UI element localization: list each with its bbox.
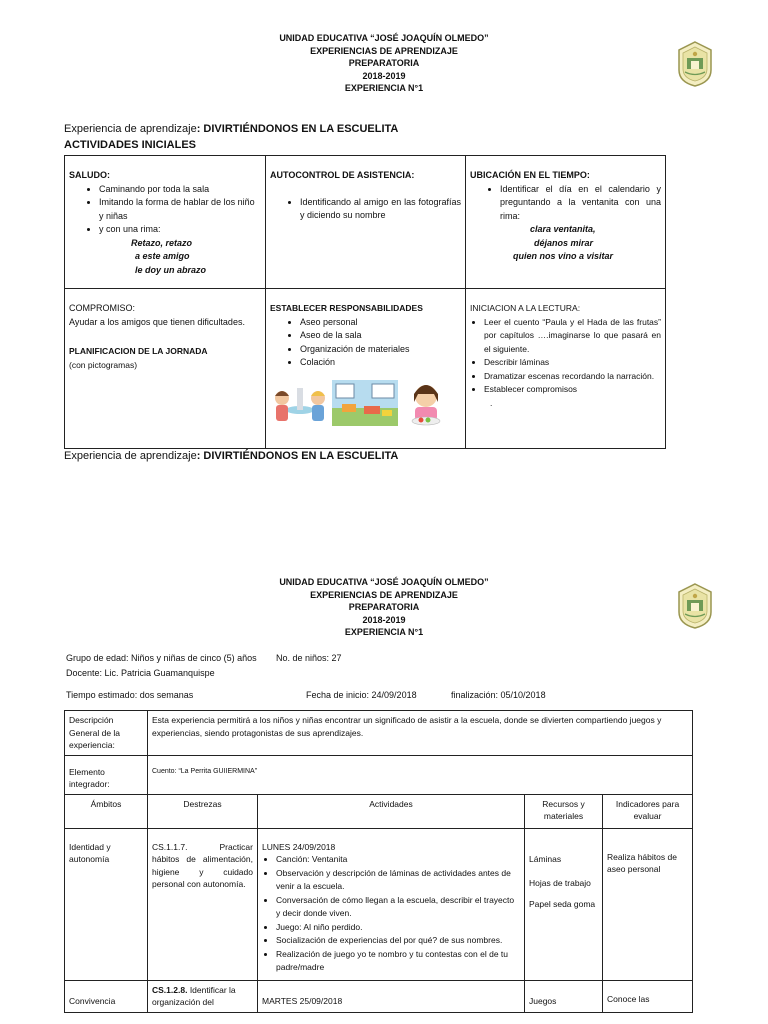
pictogram-strip [270,376,461,426]
school-seal-logo [674,582,716,630]
indicator-cell: Conoce las [603,980,693,1012]
list-item: • Imitando la forma de hablar de los niño y niñas [99,196,261,223]
age-group: Grupo de edad: Niños y niñas de cinco (5) años [66,653,257,663]
list-item: • Socialización de experiencias del por qué? de sus nombres. [276,934,520,948]
planificacion-title: PLANIFICACION DE LA JORNADA [69,346,208,356]
activities-grid [64,155,666,449]
rhyme-line: Retazo, retazo [131,237,193,248]
estimated-time: Tiempo estimado: dos semanas [66,690,194,700]
list-item: • y con una rima: [99,223,261,237]
list-item: • Aseo de la sala [300,329,461,343]
girl-eating-image [400,380,452,426]
trailing-dot: . [490,397,493,408]
list-item: • Juego: Al niño perdido. [276,921,520,935]
ambito-cell: Convivencia [65,980,148,1012]
start-date: Fecha de inicio: 24/09/2018 [306,690,417,700]
classroom-image [332,380,398,426]
autocontrol-list [270,196,461,223]
compromiso-title: COMPROMISO: [69,303,136,313]
level: PREPARATORIA [348,58,420,68]
level: PREPARATORIA [348,602,420,612]
list-item: • Canción: Ventanita [276,853,520,867]
destreza-cell [148,980,258,1012]
section-title-text: ACTIVIDADES INICIALES [64,139,197,151]
resource-item: Hojas de trabajo [529,878,591,888]
day-label: MARTES 25/09/2018 [258,980,525,1012]
activities-cell [258,828,525,980]
rhyme-line: déjanos mirar [534,237,594,248]
saludo-list [69,183,261,237]
destreza-text: Identificar la organización del [152,984,236,1007]
school-name: UNIDAD EDUCATIVA “JOSÉ JOAQUÍN OLMEDO” [279,33,489,43]
list-item: • Leer el cuento “Paula y el Hada de las frutas” por capítulos ….imaginarse lo que pasará en el siguiente. [484,316,661,357]
ubicacion-list [470,183,661,224]
doc-subtitle: EXPERIENCIAS DE APRENDIZAJE [310,589,458,600]
saludo-title: SALUDO: [69,170,110,180]
list-item: • Colación [300,356,461,370]
rhyme-line: quien nos vino a visitar [513,251,614,261]
column-header: Destrezas [148,794,258,828]
rhyme-line: clara ventanita, [530,224,596,234]
children-count: No. de niños: 27 [276,653,342,663]
planning-table [64,710,693,1013]
ambito-cell: Identidad y autonomía [65,828,148,980]
description-label: Descripción General de la experiencia: [65,711,148,756]
resource-item: Láminas [529,853,562,864]
experience-label: Experiencia de aprendizaje [64,450,197,462]
ubicacion-cell [466,156,666,289]
school-year: 2018-2019 [362,70,406,81]
end-date: finalización: 05/10/2018 [451,690,546,700]
school-name: UNIDAD EDUCATIVA “JOSÉ JOAQUÍN OLMEDO” [279,577,489,587]
integrator-label: Elemento integrador: [65,755,148,794]
experience-name: : DIVIRTIÉNDONOS EN LA ESCUELITA [196,123,399,135]
column-header: Recursos y materiales [525,794,603,828]
destreza-cell: CS.1.1.7. Practicar hábitos de alimentación, higiene y cuidado personal con autonomía. [148,828,258,980]
list-item: • Describir láminas [484,356,661,370]
resource-item: Juegos [525,980,603,1012]
ubicacion-title: UBICACIÓN EN EL TIEMPO: [470,170,590,180]
resources-cell [525,828,603,980]
compromiso-cell [65,289,266,449]
destreza-code: CS.1.2.8. [152,984,188,995]
column-header: Indicadores para evaluar [603,794,693,828]
doc-subtitle: EXPERIENCIAS DE APRENDIZAJE [310,45,458,56]
list-item: • Realización de juego yo te nombro y tu contestas con el de tu padre/madre [276,948,520,975]
responsabilidades-cell [266,289,466,449]
experience-number: EXPERIENCIA N°1 [344,627,424,637]
autocontrol-cell [266,156,466,289]
children-washing-image [270,380,330,426]
list-item: • Identificando al amigo en las fotografías y diciendo su nombre [300,196,461,223]
page2-header [0,576,768,639]
responsabilidades-title: ESTABLECER RESPONSABILIDADES [270,303,423,313]
list-item: • Aseo personal [300,316,461,330]
list-item: • Dramatizar escenas recordando la narración. [484,370,661,384]
list-item: • Identificar el día en el calendario y preguntando a la ventanita con una rima: [500,183,661,224]
experience-name: : DIVIRTIÉNDONOS EN LA ESCUELITA [196,450,399,462]
list-item: • Caminando por toda la sala [99,183,261,197]
responsabilidades-list [270,316,461,370]
rhyme-line: a este amigo [135,251,190,261]
experience-number: EXPERIENCIA N°1 [344,83,424,93]
saludo-cell [65,156,266,289]
lectura-cell [466,289,666,449]
lectura-title: INICIACION A LA LECTURA: [470,303,581,313]
day-label: LUNES 24/09/2018 [262,841,336,852]
compromiso-text: Ayudar a los amigos que tienen dificultades. [69,316,245,327]
page1-header [0,32,768,95]
list-item: • Establecer compromisos [484,383,661,397]
list-item: • Observación y descripción de láminas de actividades antes de venir a la escuela. [276,867,520,894]
experience-title-repeat [64,449,398,463]
lectura-list [470,316,661,397]
description-text: Esta experiencia permitirá a los niños y niñas encontrar un significado de asistir a la escuela, donde se divierten compartiendo juegos y experiencias, siendo protagonistas de sus aprendizajes. [148,711,693,756]
list-item: • Conversación de cómo llegan a la escuela, describir el trayecto y decir donde viven. [276,894,520,921]
teacher: Docente: Lic. Patricia Guamanquispe [66,668,215,678]
school-year: 2018-2019 [362,614,406,625]
indicator-cell: Realiza hábitos de aseo personal [603,828,693,980]
planificacion-subtitle: (con pictogramas) [69,359,138,370]
rhyme-line: le doy un abrazo [135,264,207,275]
autocontrol-title: AUTOCONTROL DE ASISTENCIA: [270,170,415,180]
activities-list [262,853,520,975]
school-seal-logo [674,40,716,88]
resource-item: Papel seda goma [529,898,596,909]
integrator-text: Cuento: “La Perrita GUIIERMINA” [148,755,693,794]
experience-label: Experiencia de aprendizaje [64,123,197,135]
section-title [64,138,196,152]
column-header: Actividades [258,794,525,828]
column-header: Ámbitos [65,794,148,828]
list-item: • Organización de materiales [300,343,461,357]
experience-title [64,122,398,136]
